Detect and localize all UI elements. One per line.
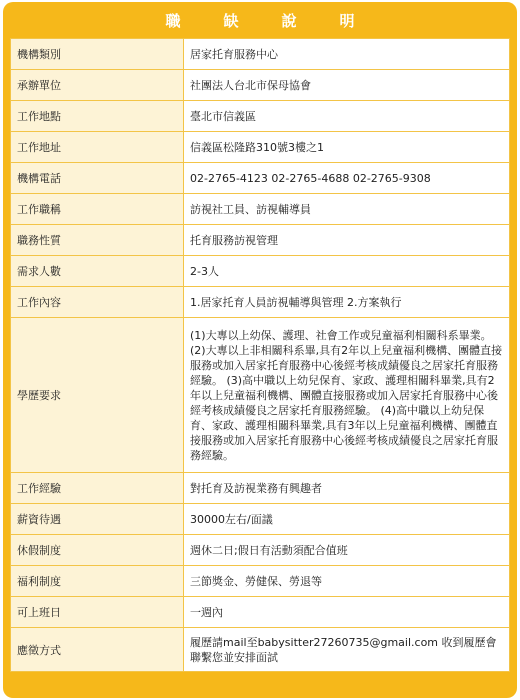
row-label: 福利制度 (11, 566, 184, 597)
row-label: 機構類別 (11, 39, 184, 70)
row-label: 可上班日 (11, 597, 184, 628)
row-label: 薪資待遇 (11, 504, 184, 535)
row-start-date (11, 597, 510, 628)
row-job-nature (11, 225, 510, 256)
row-value: 一週內 (184, 597, 510, 628)
job-info-table (10, 38, 510, 672)
row-value: 托育服務訪視管理 (184, 225, 510, 256)
job-description-card (3, 2, 517, 698)
row-label: 工作經驗 (11, 473, 184, 504)
row-value: 週休二日;假日有活動須配合值班 (184, 535, 510, 566)
row-work-address (11, 132, 510, 163)
row-work-location (11, 101, 510, 132)
row-label: 職務性質 (11, 225, 184, 256)
row-value: 信義區松隆路310號3樓之1 (184, 132, 510, 163)
row-job-content (11, 287, 510, 318)
row-value: 訪視社工員、訪視輔導員 (184, 194, 510, 225)
row-experience (11, 473, 510, 504)
row-application (11, 628, 510, 672)
row-salary (11, 504, 510, 535)
row-label: 工作地址 (11, 132, 184, 163)
card-title: 職 缺 說 明 (165, 11, 369, 30)
row-value: 1.居家托育人員訪視輔導與管理 2.方案執行 (184, 287, 510, 318)
row-organizer (11, 70, 510, 101)
row-label: 工作內容 (11, 287, 184, 318)
row-headcount (11, 256, 510, 287)
row-label: 休假制度 (11, 535, 184, 566)
row-leave (11, 535, 510, 566)
row-label: 機構電話 (11, 163, 184, 194)
row-job-title (11, 194, 510, 225)
row-value: 居家托育服務中心 (184, 39, 510, 70)
row-benefits (11, 566, 510, 597)
row-label: 工作職稱 (11, 194, 184, 225)
row-value: 社團法人台北市保母協會 (184, 70, 510, 101)
row-value: (1)大專以上幼保、護理、社會工作或兒童福利相關科系畢業。 (2)大專以上非相關科系畢,具有2年以上兒童福利機構、團體直接服務或加入居家托育服務中心後經考核成績優良之居家托育服務經驗。 (3)高中職以上幼兒保育、家政、護理相關科畢業,具有2年以上兒童福利機構、團體直接服務或加入居家托育服務中心後經考核成績優良之居家托育服務經驗。 (4)高中職以上幼兒保育、家政、護理相關科畢業,具有3年以上兒童福利機構、團體直接服務或加入居家托育服務中心後經考核成績優良之居家托育服務經驗。 (184, 318, 510, 473)
row-institution-type (11, 39, 510, 70)
row-value: 對托育及訪視業務有興趣者 (184, 473, 510, 504)
row-value: 2-3人 (184, 256, 510, 287)
row-label: 工作地點 (11, 101, 184, 132)
row-value: 02-2765-4123 02-2765-4688 02-2765-9308 (184, 163, 510, 194)
row-label: 應徵方式 (11, 628, 184, 672)
row-education (11, 318, 510, 473)
row-label: 承辦單位 (11, 70, 184, 101)
row-value: 臺北市信義區 (184, 101, 510, 132)
row-value: 30000左右/面議 (184, 504, 510, 535)
row-phone (11, 163, 510, 194)
row-label: 學歷要求 (11, 318, 184, 473)
row-label: 需求人數 (11, 256, 184, 287)
row-value: 三節獎金、勞健保、勞退等 (184, 566, 510, 597)
row-value: 履歷請mail至babysitter27260735@gmail.com 收到履歷會聯繫您並安排面試 (184, 628, 510, 672)
